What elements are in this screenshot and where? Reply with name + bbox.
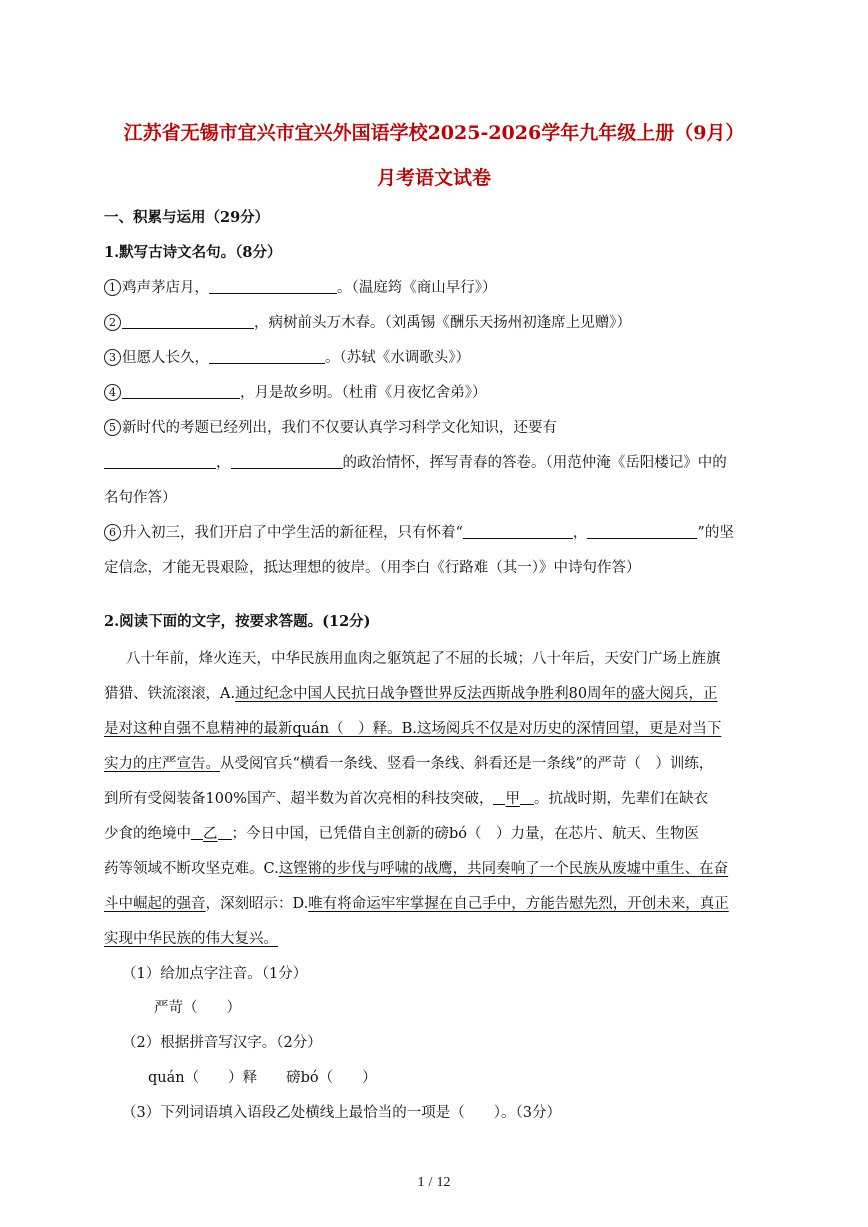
answer-blank[interactable] (587, 524, 697, 539)
blank-jia[interactable]: 甲 (505, 791, 520, 807)
page-number: 1 / 12 (417, 1175, 451, 1190)
blank-yi[interactable]: 乙 (203, 826, 218, 842)
passage-line-1: 八十年前，烽火连天，中华民族用血肉之躯筑起了不屈的长城；八十年后，天安门广场上旌旗 (126, 651, 721, 667)
q1-item-5-line2: ， 的政治情怀，挥写青春的答卷。（用范仲淹《岳阳楼记》中的 (104, 451, 768, 472)
passage-line-2: 猎猎、铁流滚滚，A.通过纪念中国人民抗日战争暨世界反法西斯战争胜利80周年的盛大阅兵，正 (104, 686, 718, 702)
circled-number: 2 (104, 314, 121, 331)
passage-line-9: 实现中华民族的伟大复兴。 (104, 931, 278, 947)
q1-item-2: 2 ，病树前头万木春。（刘禹锡《酬乐天扬州初逢席上见赠》） (104, 311, 768, 332)
answer-blank[interactable] (209, 349, 325, 364)
q1-item-1: 1 鸡声茅店月， 。（温庭筠《商山早行》） (104, 276, 768, 297)
circled-number: 5 (104, 419, 121, 436)
q1-item-5-line1: 5 新时代的考题已经列出，我们不仅要认真学习科学文化知识，还要有 (104, 416, 768, 437)
circled-number: 4 (104, 384, 121, 401)
circled-number: 6 (104, 524, 121, 541)
answer-blank[interactable] (209, 279, 337, 294)
q1-heading: 1.默写古诗文名句。（8分） (104, 244, 282, 261)
passage-line-6: 少食的绝境中 乙 ；今日中国，已凭借自主创新的磅bó（ ）力量，在芯片、航天、生物医 (104, 826, 700, 842)
exam-title-line1: 江苏省无锡市宜兴市宜兴外国语学校2025-2026学年九年级上册（9月） (123, 122, 745, 144)
q2-sub2: （2）根据拼音写汉字。（2分） (122, 1035, 322, 1051)
exam-title-line2: 月考语文试卷 (376, 167, 491, 189)
section1-heading: 一、积累与运用（29分） (104, 209, 270, 226)
q1-item-6-line2: 定信念，才能无畏艰险，抵达理想的彼岸。（用李白《行路难（其一）》中诗句作答） (104, 560, 641, 576)
q2-sub1-answer[interactable]: 严苛（ ） (154, 1000, 241, 1016)
q1-item-6-line1: 6 升入初三，我们开启了中学生活的新征程，只有怀着“ ， ”的坚 (104, 521, 768, 542)
passage-line-3: 是对这种自强不息精神的最新quán（ ）释。B.这场阅兵不仅是对历史的深情回望，更是对当下 (104, 721, 722, 737)
q1-item-4: 4 ，月是故乡明。（杜甫《月夜忆舍弟》） (104, 381, 768, 402)
circled-number: 3 (104, 349, 121, 366)
circled-number: 1 (104, 279, 121, 296)
passage-line-8: 斗中崛起的强音，深刻昭示：D.唯有将命运牢牢掌握在自己手中，方能告慰先烈，开创未来，真正 (104, 896, 729, 912)
answer-blank[interactable] (122, 384, 240, 399)
answer-blank[interactable] (122, 314, 254, 329)
passage-line-4: 实力的庄严宣告。从受阅官兵“横看一条线、竖看一条线、斜看还是一条线”的严苛（ ）训练， (104, 756, 714, 772)
q2-sub2-answer[interactable]: quán（ ）释 磅bó（ ） (148, 1070, 377, 1086)
answer-blank[interactable] (104, 454, 216, 469)
q1-item-5-line3: 名句作答） (104, 490, 177, 506)
q2-sub3: （3）下列词语填入语段乙处横线上最恰当的一项是（ ）。（3分） (122, 1105, 561, 1121)
answer-blank[interactable] (463, 524, 573, 539)
passage-line-5: 到所有受阅装备100%国产、超半数为首次亮相的科技突破， 甲 。抗战时期，先辈们在缺衣 (104, 791, 708, 807)
q2-heading: 2.阅读下面的文字，按要求答题。(12分) (104, 613, 371, 630)
passage-line-7: 药等领域不断攻坚克难。C.这铿锵的步伐与呼啸的战鹰，共同奏响了一个民族从废墟中重生、在奋 (104, 861, 729, 877)
answer-blank[interactable] (231, 454, 343, 469)
q2-sub1: （1）给加点字注音。（1分） (122, 966, 308, 982)
q1-item-3: 3 但愿人长久， 。（苏轼《水调歌头》） (104, 346, 768, 367)
